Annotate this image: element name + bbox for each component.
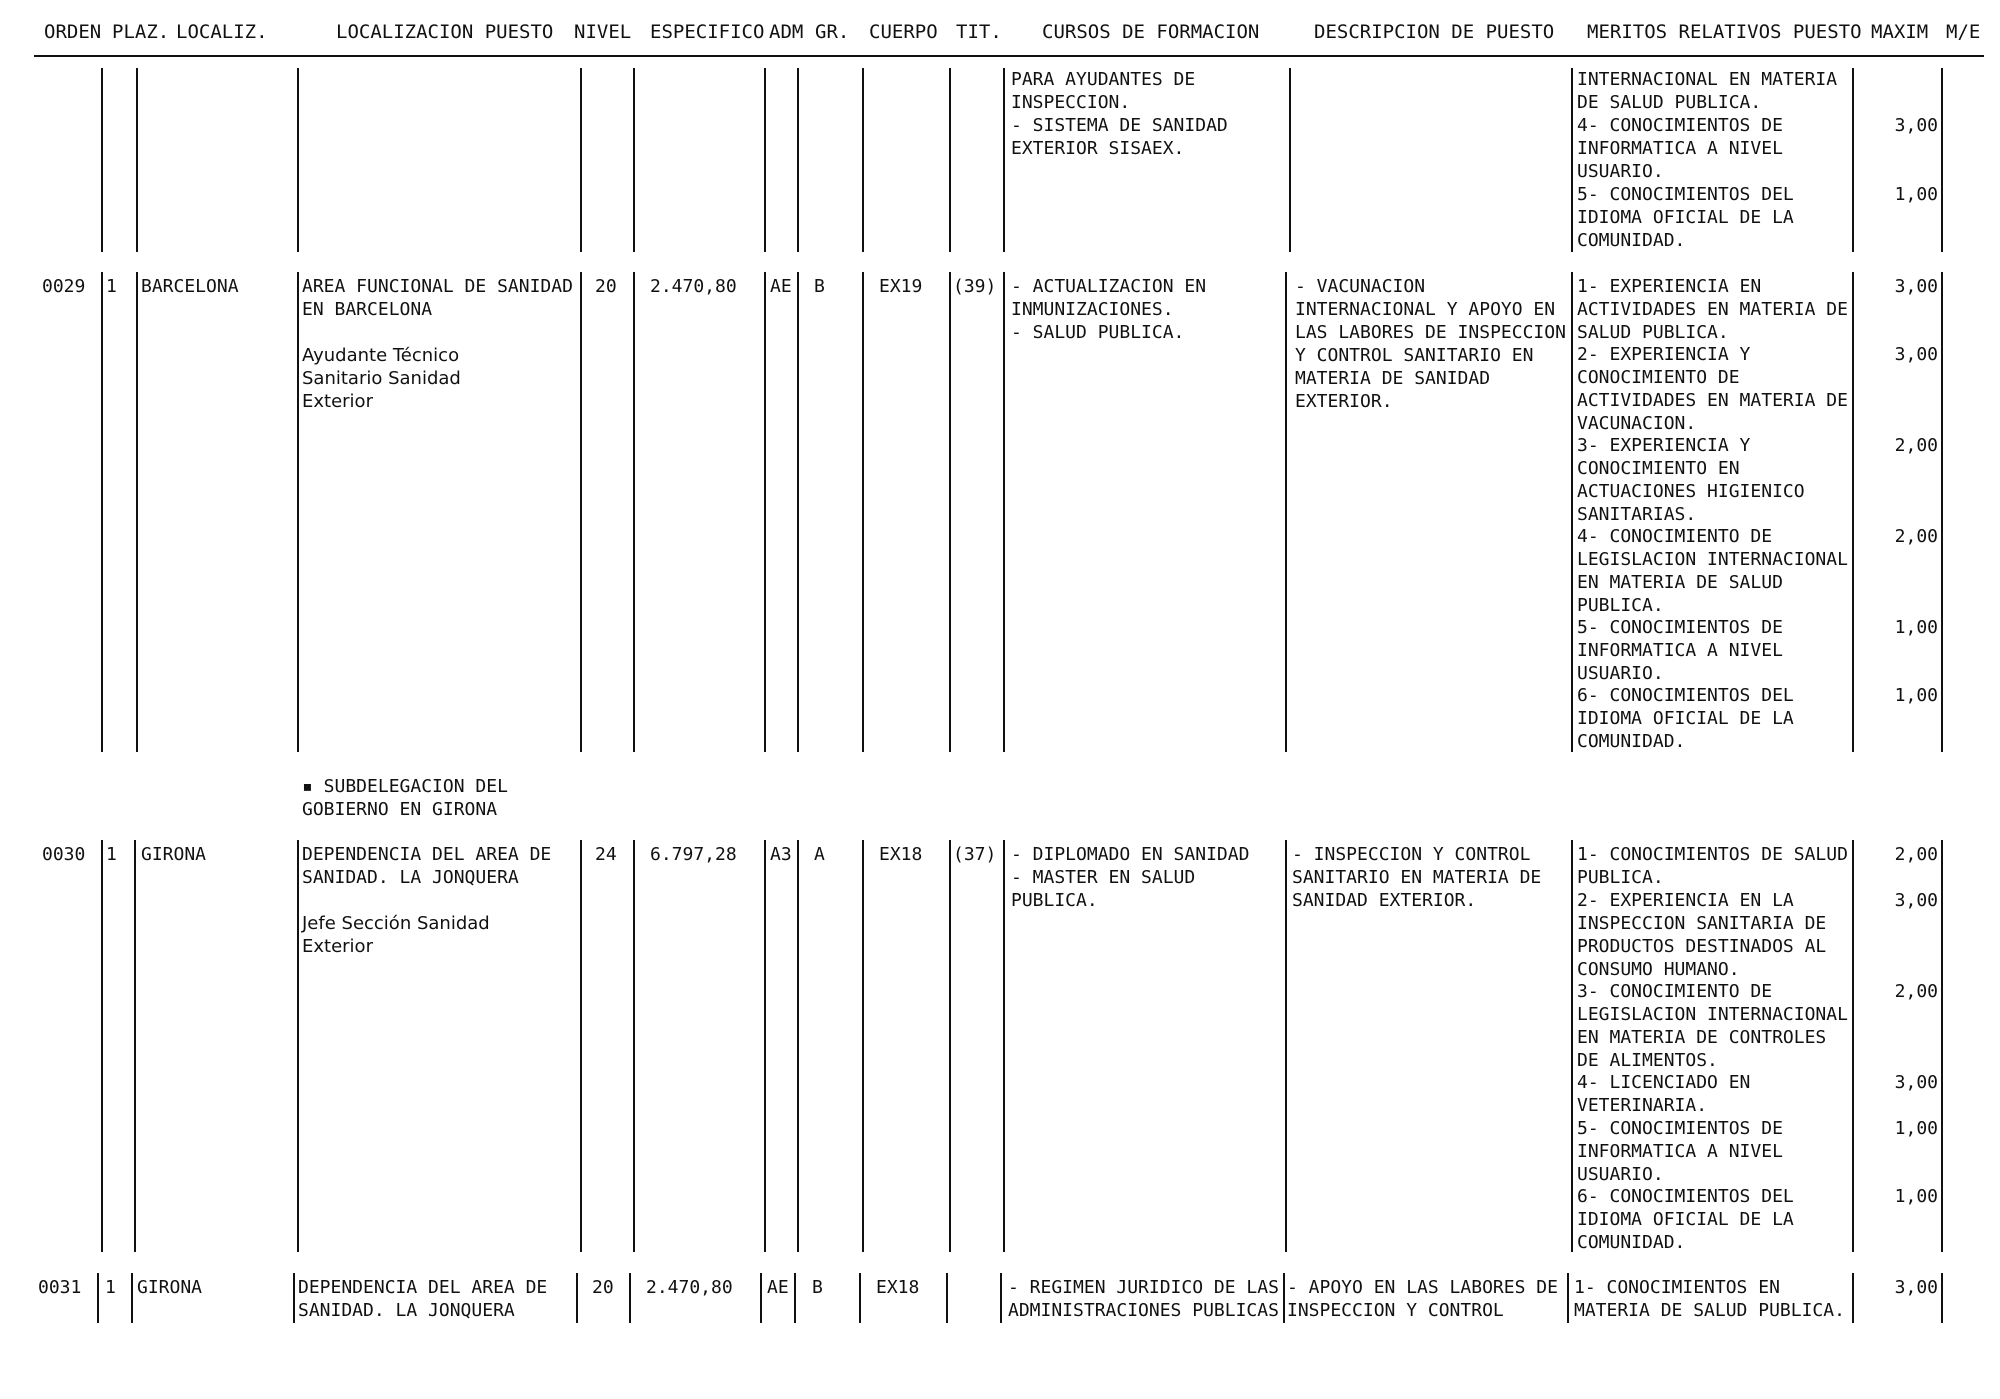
column-rule xyxy=(101,840,103,1252)
header-nivel: NIVEL xyxy=(574,21,632,43)
column-rule xyxy=(946,1273,948,1323)
merit-item: 4- LICENCIADO EN VETERINARIA. xyxy=(1577,1072,1751,1116)
merit-item: 1- EXPERIENCIA EN ACTIVIDADES EN MATERIA DE SALUD PUBLICA. xyxy=(1577,276,1848,343)
column-rule xyxy=(297,840,299,1252)
header-especifico: ESPECIFICO xyxy=(650,21,765,43)
header-me: M/E xyxy=(1946,21,1981,43)
cont-merit-1: INTERNACIONAL EN MATERIA DE SALUD PUBLICA. xyxy=(1577,69,1838,113)
column-rule xyxy=(633,272,635,752)
row-especifico: 2.470,80 xyxy=(650,276,737,297)
column-rule xyxy=(1003,68,1005,252)
row-adm: AE xyxy=(770,276,792,297)
row-orden: 0031 xyxy=(38,1277,82,1298)
merit-max: 2,00 xyxy=(1894,435,1938,456)
column-rule xyxy=(949,840,951,1252)
row-unit: DEPENDENCIA DEL AREA DE SANIDAD. LA JONQUERA xyxy=(302,844,552,888)
row-adm: AE xyxy=(767,1277,789,1298)
row-descripcion: - APOYO EN LAS LABORES DE INSPECCION Y CONTROL xyxy=(1287,1277,1558,1321)
column-rule xyxy=(136,68,138,252)
column-rule xyxy=(1941,1273,1943,1323)
section-heading: ▪ SUBDELEGACION DEL GOBIERNO EN GIRONA xyxy=(302,776,508,820)
merit-item: 2- EXPERIENCIA EN LA INSPECCION SANITARIA DE PRODUCTOS DESTINADOS AL CONSUMO HUMANO. xyxy=(1577,890,1827,980)
column-rule xyxy=(629,1273,631,1323)
column-rule xyxy=(131,1273,133,1323)
column-rule xyxy=(1567,1273,1569,1323)
column-rule xyxy=(134,840,136,1252)
column-rule xyxy=(1941,272,1943,752)
column-rule xyxy=(1941,68,1943,252)
cont-cursos: PARA AYUDANTES DE INSPECCION. - SISTEMA DE SANIDAD EXTERIOR SISAEX. xyxy=(1011,69,1228,159)
row-gr: B xyxy=(812,1277,823,1298)
column-rule xyxy=(1852,68,1854,252)
column-rule xyxy=(859,1273,861,1323)
merit-item: 1- CONOCIMIENTOS DE SALUD PUBLICA. xyxy=(1577,844,1848,888)
column-rule xyxy=(1571,68,1573,252)
column-rule xyxy=(760,1273,762,1323)
cont-merit-3-max: 1,00 xyxy=(1894,184,1938,205)
merit-item: 3- EXPERIENCIA Y CONOCIMIENTO EN ACTUACIONES HIGIENICO SANITARIAS. xyxy=(1577,435,1805,525)
column-rule xyxy=(293,1273,295,1323)
merit-max: 2,00 xyxy=(1894,981,1938,1002)
row-orden: 0029 xyxy=(42,276,86,297)
row-tit: (39) xyxy=(953,276,997,297)
column-rule xyxy=(97,1273,99,1323)
merit-max: 3,00 xyxy=(1894,890,1938,911)
cont-merit-2: 4- CONOCIMIENTOS DE INFORMATICA A NIVEL USUARIO. xyxy=(1577,115,1783,182)
row-unit: DEPENDENCIA DEL AREA DE SANIDAD. LA JONQUERA xyxy=(298,1277,548,1321)
row-adm: A3 xyxy=(770,844,792,865)
column-rule xyxy=(862,272,864,752)
column-rule xyxy=(1571,840,1573,1252)
column-rule xyxy=(297,272,299,752)
column-rule xyxy=(1289,68,1291,252)
row-tit: (37) xyxy=(953,844,997,865)
merit-max: 3,00 xyxy=(1894,1072,1938,1093)
column-rule xyxy=(1003,840,1005,1252)
column-rule xyxy=(764,840,766,1252)
row-puesto: Ayudante Técnico Sanitario Sanidad Exterior xyxy=(302,345,461,412)
merit-max: 1,00 xyxy=(1894,617,1938,638)
header-maxim: MAXIM xyxy=(1871,21,1929,43)
row-nivel: 24 xyxy=(595,844,617,865)
merit-max: 2,00 xyxy=(1894,844,1938,865)
merit-item: 5- CONOCIMIENTOS DE INFORMATICA A NIVEL USUARIO. xyxy=(1577,617,1783,684)
merit-max: 2,00 xyxy=(1894,526,1938,547)
row-cuerpo: EX18 xyxy=(876,1277,920,1298)
column-rule xyxy=(949,68,951,252)
row-localiz: GIRONA xyxy=(141,844,207,865)
header-cuerpo: CUERPO xyxy=(869,21,938,43)
merit-item: 6- CONOCIMIENTOS DEL IDIOMA OFICIAL DE LA COMUNIDAD. xyxy=(1577,685,1794,752)
merit-item: 4- CONOCIMIENTO DE LEGISLACION INTERNACIONAL EN MATERIA DE SALUD PUBLICA. xyxy=(1577,526,1848,616)
column-rule xyxy=(101,272,103,752)
column-rule xyxy=(949,272,951,752)
column-rule xyxy=(1852,1273,1854,1323)
row-cursos: - ACTUALIZACION EN INMUNIZACIONES. - SALUD PUBLICA. xyxy=(1011,276,1207,343)
header-divider xyxy=(34,55,1984,57)
row-orden: 0030 xyxy=(42,844,86,865)
merit-item: 3- CONOCIMIENTO DE LEGISLACION INTERNACIONAL EN MATERIA DE CONTROLES DE ALIMENTOS. xyxy=(1577,981,1848,1071)
column-rule xyxy=(101,68,103,252)
column-rule xyxy=(764,68,766,252)
row-plaz: 1 xyxy=(106,844,117,865)
row-nivel: 20 xyxy=(592,1277,614,1298)
column-rule xyxy=(580,68,582,252)
header-descripcion: DESCRIPCION DE PUESTO xyxy=(1314,21,1555,43)
column-rule xyxy=(633,840,635,1252)
column-rule xyxy=(764,272,766,752)
row-nivel: 20 xyxy=(595,276,617,297)
merit-item: 6- CONOCIMIENTOS DEL IDIOMA OFICIAL DE LA COMUNIDAD. xyxy=(1577,1186,1794,1253)
column-rule xyxy=(1283,1273,1285,1323)
row-plaz: 1 xyxy=(105,1277,116,1298)
column-rule xyxy=(297,68,299,252)
header-plaz: PLAZ. xyxy=(112,21,170,43)
header-meritos: MERITOS RELATIVOS PUESTO xyxy=(1587,21,1862,43)
header-cursos: CURSOS DE FORMACION xyxy=(1042,21,1260,43)
column-rule xyxy=(580,272,582,752)
row-gr: A xyxy=(814,844,825,865)
merit-item: 1- CONOCIMIENTOS EN MATERIA DE SALUD PUBLICA. xyxy=(1574,1277,1845,1321)
header-localizacion-puesto: LOCALIZACION PUESTO xyxy=(336,21,554,43)
header-orden: ORDEN xyxy=(44,21,102,43)
row-localiz: GIRONA xyxy=(137,1277,203,1298)
header-gr: GR. xyxy=(815,21,850,43)
column-rule xyxy=(1571,272,1573,752)
column-rule xyxy=(1000,1273,1002,1323)
column-rule xyxy=(1003,272,1005,752)
column-rule xyxy=(794,1273,796,1323)
column-rule xyxy=(1285,272,1287,752)
merit-max: 1,00 xyxy=(1894,1118,1938,1139)
row-cuerpo: EX18 xyxy=(879,844,923,865)
row-descripcion: - VACUNACION INTERNACIONAL Y APOYO EN LAS LABORES DE INSPECCION Y CONTROL SANITARIO EN MATERIA DE SANIDAD EXTERIOR. xyxy=(1295,276,1566,412)
cont-merit-3: 5- CONOCIMIENTOS DEL IDIOMA OFICIAL DE LA COMUNIDAD. xyxy=(1577,184,1794,251)
row-cursos: - DIPLOMADO EN SANIDAD - MASTER EN SALUD PUBLICA. xyxy=(1011,844,1250,911)
column-rule xyxy=(1852,272,1854,752)
column-rule xyxy=(1852,840,1854,1252)
row-cursos: - REGIMEN JURIDICO DE LAS ADMINISTRACIONES PUBLICAS xyxy=(1008,1277,1279,1321)
column-rule xyxy=(633,68,635,252)
row-especifico: 2.470,80 xyxy=(646,1277,733,1298)
cont-merit-2-max: 3,00 xyxy=(1894,115,1938,136)
row-cuerpo: EX19 xyxy=(879,276,923,297)
row-especifico: 6.797,28 xyxy=(650,844,737,865)
column-rule xyxy=(1941,840,1943,1252)
merit-max: 3,00 xyxy=(1894,344,1938,365)
header-localiz: LOCALIZ. xyxy=(176,21,268,43)
row-descripcion: - INSPECCION Y CONTROL SANITARIO EN MATERIA DE SANIDAD EXTERIOR. xyxy=(1292,844,1542,911)
merit-max: 1,00 xyxy=(1894,685,1938,706)
column-rule xyxy=(797,68,799,252)
column-rule xyxy=(797,840,799,1252)
column-rule xyxy=(1285,840,1287,1252)
merit-max: 3,00 xyxy=(1894,1277,1938,1298)
row-unit: AREA FUNCIONAL DE SANIDAD EN BARCELONA xyxy=(302,276,573,320)
header-tit: TIT. xyxy=(956,21,1002,43)
column-rule xyxy=(797,272,799,752)
row-gr: B xyxy=(814,276,825,297)
column-rule xyxy=(136,272,138,752)
column-rule xyxy=(580,840,582,1252)
merit-max: 1,00 xyxy=(1894,1186,1938,1207)
row-puesto: Jefe Sección Sanidad Exterior xyxy=(302,913,490,957)
column-rule xyxy=(862,840,864,1252)
header-adm: ADM xyxy=(769,21,804,43)
merit-item: 5- CONOCIMIENTOS DE INFORMATICA A NIVEL USUARIO. xyxy=(1577,1118,1783,1185)
merit-item: 2- EXPERIENCIA Y CONOCIMIENTO DE ACTIVIDADES EN MATERIA DE VACUNACION. xyxy=(1577,344,1848,434)
row-plaz: 1 xyxy=(106,276,117,297)
column-rule xyxy=(862,68,864,252)
merit-max: 3,00 xyxy=(1894,276,1938,297)
row-localiz: BARCELONA xyxy=(141,276,239,297)
column-rule xyxy=(576,1273,578,1323)
